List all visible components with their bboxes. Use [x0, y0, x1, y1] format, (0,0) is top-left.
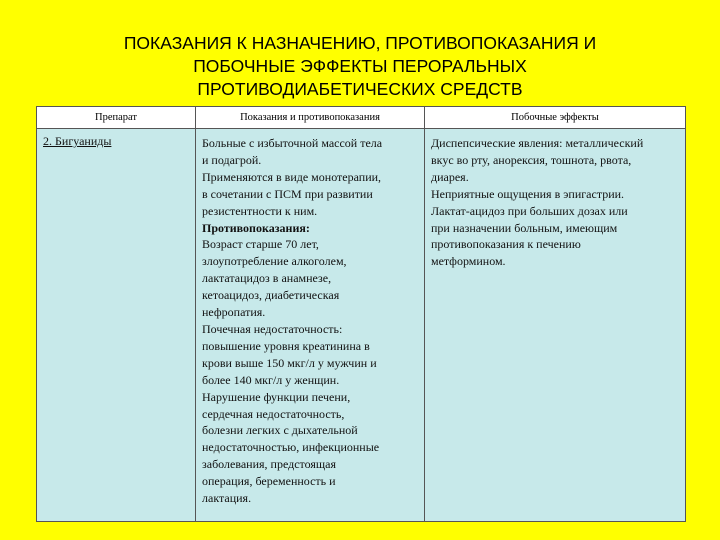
indication-line: злоупотребление алкоголем, [202, 254, 347, 269]
side-effect-line: диарея. [431, 169, 469, 184]
indication-line: Применяются в виде монотерапии, [202, 169, 382, 184]
header-indications: Показания и противопоказания [196, 107, 424, 129]
column-side-effects [425, 107, 685, 521]
indication-line: операция, беременность и [202, 474, 336, 489]
header-drug: Препарат [37, 107, 195, 129]
indication-line: кетоацидоз, диабетическая [202, 288, 340, 303]
column-drug [37, 107, 196, 521]
indication-line: Больные с избыточной массой тела [202, 136, 383, 150]
drug-table [36, 106, 686, 522]
header-side-effects: Побочные эффекты [425, 107, 685, 129]
drug-name: 2. Бигуаниды [43, 134, 112, 148]
indication-line: сердечная недостаточность, [202, 406, 345, 421]
indication-line: резистентности к ним. [202, 203, 318, 218]
indication-line: нефропатия. [202, 305, 266, 320]
indication-line: в сочетании с ПСМ при развитии [202, 186, 373, 201]
title-line-1: ПОКАЗАНИЯ К НАЗНАЧЕНИЮ, ПРОТИВОПОКАЗАНИЯ И [123, 33, 597, 53]
indication-line: Нарушение функции печени, [202, 389, 351, 404]
indication-line: недостаточностью, инфекционные [202, 440, 380, 455]
side-effect-line: Диспепсические явления: металлический [431, 136, 644, 150]
slide-title [40, 32, 680, 101]
indication-line: заболевания, предстоящая [202, 457, 337, 472]
column-indications [196, 107, 425, 521]
indication-line: Почечная недостаточность: [202, 321, 343, 336]
indication-line: более 140 мкг/л у женщин. [202, 372, 340, 387]
indication-line: крови выше 150 мкг/л у мужчин и [202, 355, 377, 370]
side-effect-line: противопоказания к печению [431, 237, 581, 252]
indication-line: повышение уровня креатинина в [202, 338, 370, 353]
side-effect-line: вкус во рту, анорексия, тошнота, рвота, [431, 152, 632, 167]
side-effect-line: Неприятные ощущения в эпигастрии. [431, 186, 625, 201]
cell-indications [196, 129, 424, 521]
indication-line: и подагрой. [202, 152, 262, 167]
title-line-2: ПОБОЧНЫЕ ЭФФЕКТЫ ПЕРОРАЛЬНЫХ [193, 56, 527, 76]
cell-side-effects [425, 129, 685, 521]
indication-line: Возраст старше 70 лет, [202, 237, 319, 252]
indication-line: болезни легких с дыхательной [202, 423, 358, 438]
indication-line: лактация. [202, 491, 252, 506]
side-effect-line: Лактат-ацидоз при больших дозах или [431, 203, 628, 218]
title-line-3: ПРОТИВОДИАБЕТИЧЕСКИХ СРЕДСТВ [197, 79, 523, 99]
contraindications-heading: Противопоказания: [202, 220, 310, 235]
cell-drug [37, 129, 195, 521]
side-effect-line: при назначении больным, имеющим [431, 220, 618, 235]
side-effect-line: метформином. [431, 254, 506, 269]
indication-line: лактатацидоз в анамнезе, [202, 271, 332, 286]
